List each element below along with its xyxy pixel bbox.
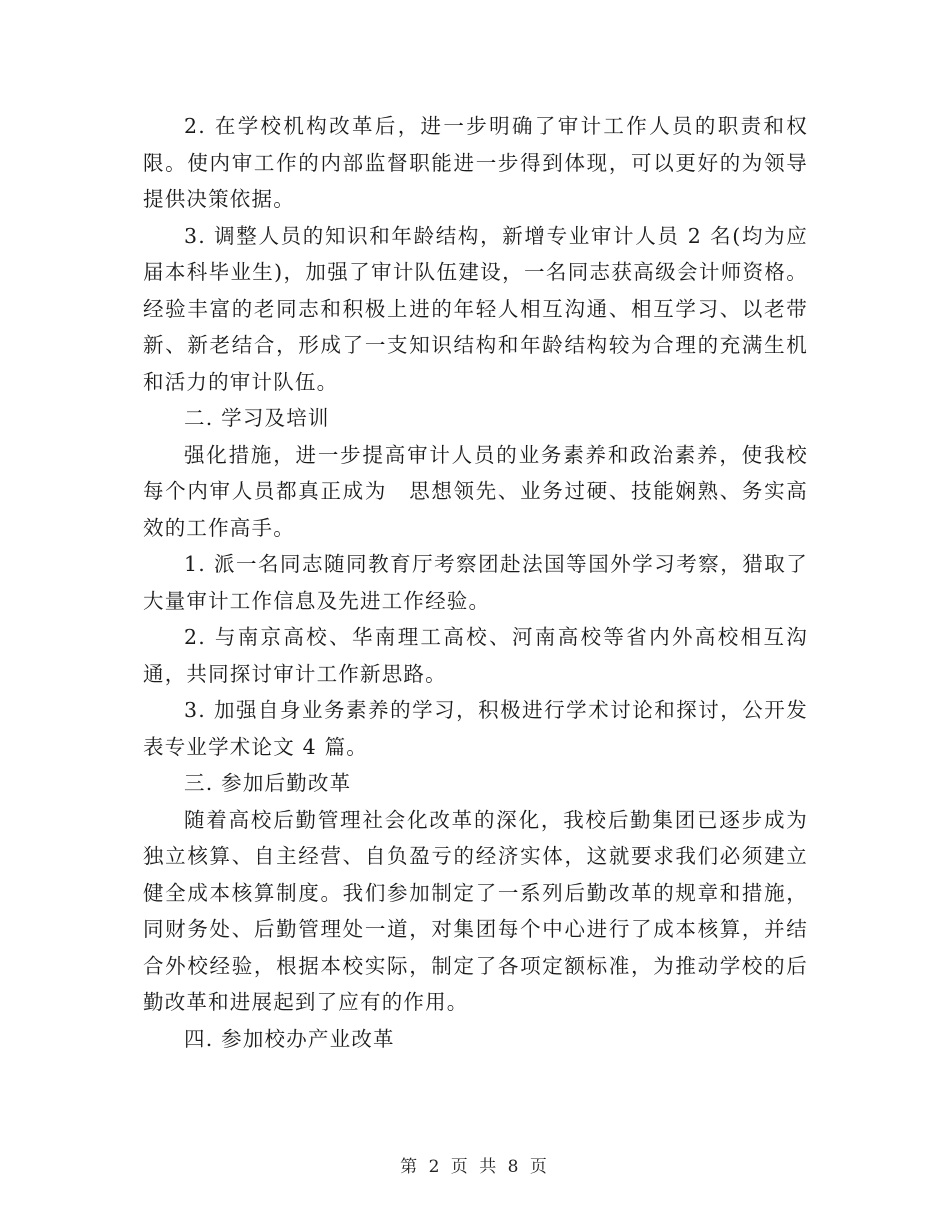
- section-heading-school-industry-reform: 四. 参加校办产业改革: [184, 1026, 395, 1051]
- paragraph-strengthen-measures: 强化措施，进一步提高审计人员的业务素养和政治素养，使我校每个内审人员都真正成为 思想领先、业务过硬、技能娴熟、务实高效的工作高手。: [143, 442, 808, 540]
- paragraph-item-2-university-exchange: 2. 与南京高校、华南理工高校、河南高校等省内外高校相互沟通，共同探讨审计工作新思路。: [143, 625, 808, 686]
- section-heading-study-training: 二. 学习及培训: [184, 406, 330, 430]
- paragraph-item-1-overseas-study: 1. 派一名同志随同教育厅考察团赴法国等国外学习考察，猎取了大量审计工作信息及先进工作经验。: [143, 552, 808, 613]
- section-heading-logistics-reform: 三. 参加后勤改革: [184, 771, 352, 795]
- paragraph-item-2-duties: 2. 在学校机构改革后，进一步明确了审计工作人员的职责和权限。使内审工作的内部监督职能进一步得到体现，可以更好的为领导提供决策依据。: [143, 114, 808, 211]
- paragraph-logistics-reform: 随着高校后勤管理社会化改革的深化，我校后勤集团已逐步成为独立核算、自主经营、自负盈亏的经济实体，这就要求我们必须建立健全成本核算制度。我们参加制定了一系列后勤改革的规章和措施，同财务处、后勤管理处一道，对集团每个中心进行了成本核算，并结合外校经验，根据本校实际，制定了各项定额标准，为推动学校的后勤改革和进展起到了应有的作用。: [143, 807, 808, 1014]
- page-number-footer: 第 2 页 共 8 页: [400, 1157, 550, 1177]
- document-body: [143, 108, 808, 1057]
- paragraph-item-3-academic-papers: 3. 加强自身业务素养的学习，积极进行学术讨论和探讨，公开发表专业学术论文 4 篇。: [143, 698, 808, 759]
- paragraph-item-3-staff-structure: 3. 调整人员的知识和年龄结构，新增专业审计人员 2 名(均为应届本科毕业生)，加强了审计队伍建设，一名同志获高级会计师资格。经验丰富的老同志和积极上进的年轻人相互沟通、相互学习、以老带新、新老结合，形成了一支知识结构和年龄结构较为合理的充满生机和活力的审计队伍。: [143, 223, 808, 394]
